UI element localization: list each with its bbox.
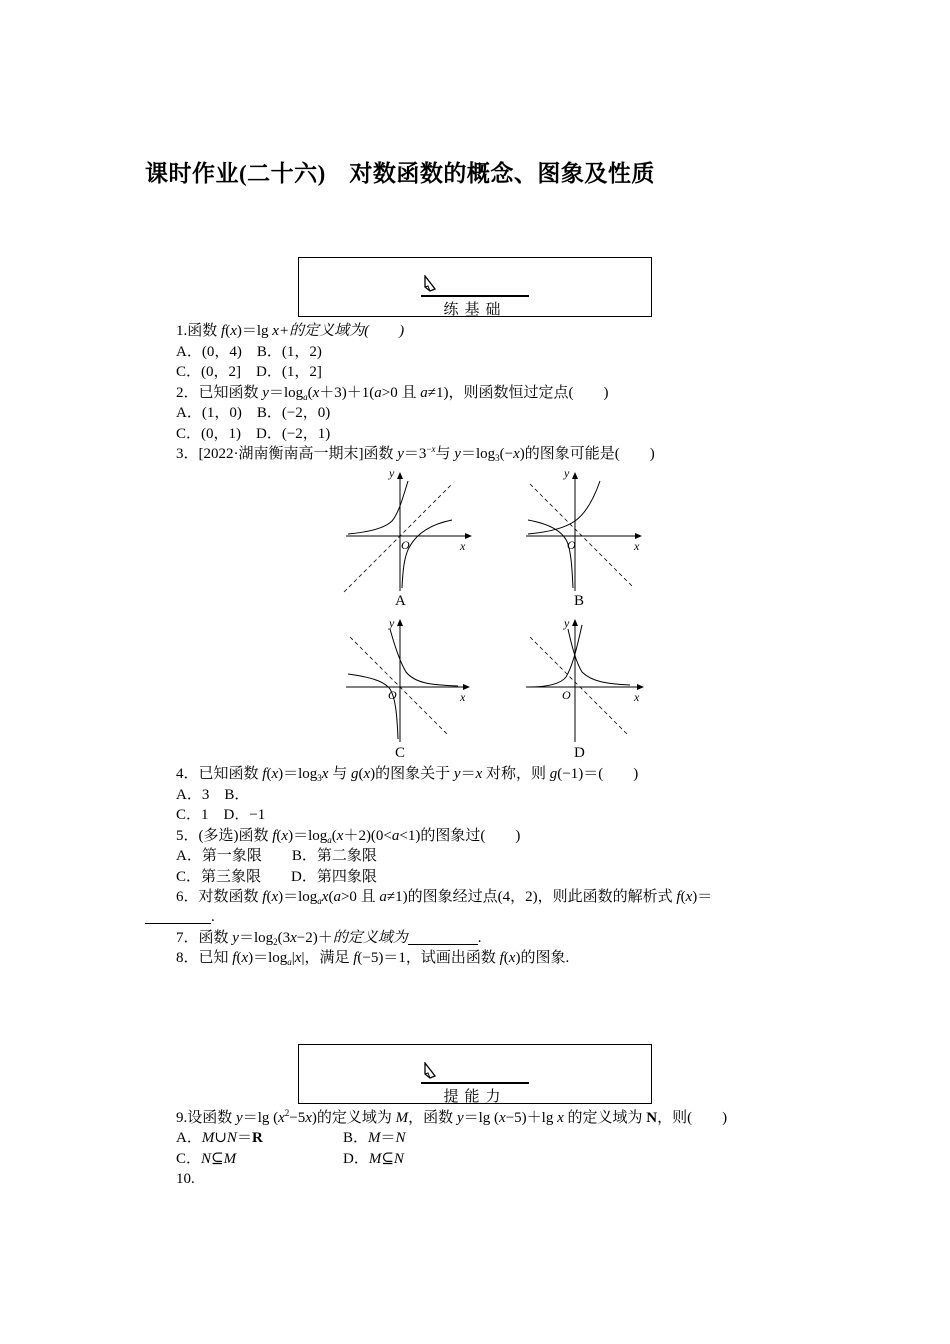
q9-option-b: B．M＝N <box>343 1130 406 1146</box>
graph-label-c: C <box>395 745 406 761</box>
section-header-basic <box>298 257 652 317</box>
svg-text:x: x <box>634 690 640 704</box>
question-7: 7．函数 $y=\log_2(3x-2)+$的定义域为 . <box>176 930 482 947</box>
question-5: 5．(多选)函数 $f(x)=\log_a(x+2)(0<a<1)$的图象过( ) <box>176 828 521 845</box>
q2-options-cd: C．(0，1) D．(−2，1) <box>176 426 331 442</box>
section-rule <box>421 295 529 297</box>
q1-options-cd: C．(0，2] D．(1，2] <box>176 364 322 380</box>
svg-text:y: y <box>564 466 570 480</box>
svg-text:O: O <box>401 538 410 552</box>
svg-text:x: x <box>460 539 466 553</box>
q5-options-cd: C．第三象限 D．第四象限 <box>176 869 377 885</box>
graph-label-b: B <box>574 593 585 609</box>
graph-b <box>520 466 655 596</box>
q5-options-ab: A．第一象限 B．第二象限 <box>176 848 377 864</box>
exp-curve <box>568 629 630 685</box>
log-curve <box>528 625 582 687</box>
svg-text:O: O <box>567 538 576 552</box>
section-label: 提能力 <box>443 1089 507 1105</box>
page-title: 课时作业(二十六) 对数函数的概念、图象及性质 <box>145 161 655 186</box>
q9-option-c: C．N⊆M <box>176 1151 237 1167</box>
exp-curve <box>348 481 408 534</box>
q4-options-cd: C．1 D．−1 <box>176 807 266 823</box>
q9-option-d: D．M⊆N <box>343 1151 404 1167</box>
graph-d <box>520 617 655 747</box>
graph-label-d: D <box>574 745 585 761</box>
section-rule <box>421 1082 529 1084</box>
line-y-eq-x <box>344 484 452 592</box>
question-10: 10. <box>176 1171 195 1187</box>
svg-text:x: x <box>460 690 466 704</box>
q2-options-ab: A．(1，0) B．(−2，0) <box>176 405 331 421</box>
svg-text:O: O <box>562 688 571 702</box>
svg-text:y: y <box>389 466 395 480</box>
graph-a <box>340 466 475 596</box>
exp-curve <box>528 481 600 534</box>
svg-text:y: y <box>564 617 570 630</box>
line-y-eq-neg-x <box>350 637 448 735</box>
q9-options-ab: A．M∪N＝R <box>176 1130 263 1146</box>
question-4: 4．已知函数 $f(x)=\log_3x$ 与 g(x)的图象关于 y＝x 对称，则 g(−1)＝( ) <box>176 766 639 783</box>
q1-options-ab: A．(0，4) B．(1，2) <box>176 344 322 360</box>
question-8: 8．已知 $f(x)=\log_a|x|$，满足 f(−5)＝1，试画出函数 f(x)的图象. <box>176 950 570 967</box>
graph-c <box>340 617 475 747</box>
question-1: 1.函数 f(x)＝lg x+的定义域为( ) <box>176 323 405 339</box>
graph-label-a: A <box>395 593 406 609</box>
pen-icon <box>422 1062 438 1080</box>
section-label: 练基础 <box>443 302 507 318</box>
svg-text:y: y <box>389 617 395 630</box>
question-9: 9.设函数 y＝lg $(x^2-5x)$的定义域为 M，函数 y＝lg (x−5)＋lg x 的定义域为 N，则( ) <box>176 1108 728 1126</box>
log-curve <box>348 674 398 739</box>
log-curve <box>402 520 452 588</box>
question-2: 2．已知函数 $y=\log_a(x+3)+1(a>0$ 且 a≠1)，则函数恒过定点( ) <box>176 385 609 402</box>
q6-answer-blank: . <box>145 907 215 927</box>
svg-text:O: O <box>388 688 397 702</box>
section-header-advanced <box>298 1044 652 1104</box>
question-3: 3．[2022·湖南衡南高一期末]函数 $y=3^{-x}$与 $y=\log_3(-x)$的图象可能是( ) <box>176 444 655 463</box>
svg-text:x: x <box>634 539 640 553</box>
pen-icon <box>422 275 438 293</box>
q4-options-ab: A．3 B． <box>176 787 250 803</box>
question-6: 6．对数函数 $f(x)=\log_ax(a>0$ 且 a≠1)的图象经过点(4，2)，则此函数的解析式 f(x)＝ <box>176 889 713 906</box>
